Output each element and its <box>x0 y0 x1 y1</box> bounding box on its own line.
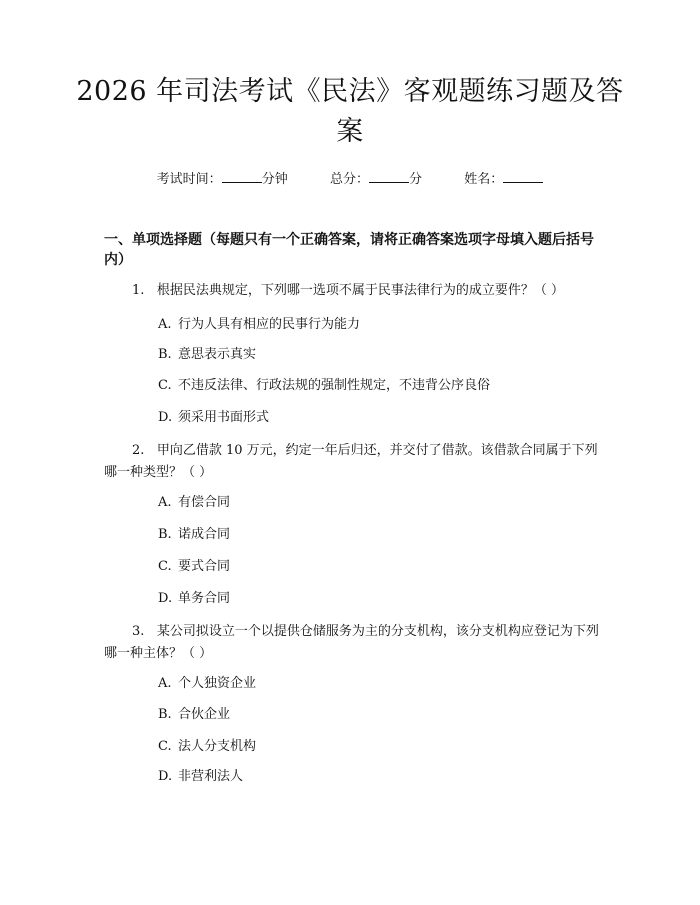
score-unit: 分 <box>409 172 423 187</box>
time-unit: 分钟 <box>261 172 288 187</box>
question-number: 3. <box>132 624 145 639</box>
question-2-option-a: A. 有偿合同 <box>158 495 231 510</box>
score-label: 总分： <box>329 172 369 187</box>
question-number: 2. <box>132 443 145 458</box>
exam-info-line <box>0 168 700 187</box>
score-blank <box>369 170 409 183</box>
question-3 <box>104 621 604 665</box>
question-3-option-c: C. 法人分支机构 <box>158 739 257 754</box>
question-text: 根据民法典规定，下列哪一选项不属于民事法律行为的成立要件？（ ） <box>156 283 564 298</box>
title-line-2: 案 <box>336 116 364 147</box>
question-1-option-c: C. 不违反法律、行政法规的强制性规定，不违背公序良俗 <box>158 378 491 393</box>
section-heading: 一、单项选择题（每题只有一个正确答案，请将正确答案选项字母填入题后括号内） <box>104 232 594 268</box>
question-2-option-b: B. 诺成合同 <box>158 527 231 542</box>
question-3-option-d: D. 非营利法人 <box>158 769 244 784</box>
question-2 <box>104 440 604 484</box>
time-blank <box>222 170 262 183</box>
question-3-option-b: B. 合伙企业 <box>158 707 231 722</box>
question-text: 甲向乙借款 10 万元，约定一年后归还，并交付了借款。该借款合同属于下列哪一种类型？（ ） <box>104 443 598 480</box>
question-number: 1. <box>132 283 145 298</box>
question-text: 某公司拟设立一个以提供仓储服务为主的分支机构，该分支机构应登记为下列哪一种主体？（ ） <box>104 624 599 661</box>
question-1-option-b: B. 意思表示真实 <box>158 347 257 362</box>
title-line-1: 2026 年司法考试《民法》客观题练习题及答 <box>76 76 624 107</box>
time-label: 考试时间： <box>156 172 222 187</box>
question-2-option-d: D. 单务合同 <box>158 591 231 606</box>
question-1-option-d: D. 须采用书面形式 <box>158 410 270 425</box>
question-2-option-c: C. 要式合同 <box>158 559 231 574</box>
document-title <box>60 72 640 152</box>
name-blank <box>503 170 543 183</box>
name-label: 姓名： <box>464 172 504 187</box>
question-1-option-a: A. 行为人具有相应的民事行为能力 <box>158 317 361 332</box>
question-1 <box>104 280 604 302</box>
question-3-option-a: A. 个人独资企业 <box>158 676 257 691</box>
